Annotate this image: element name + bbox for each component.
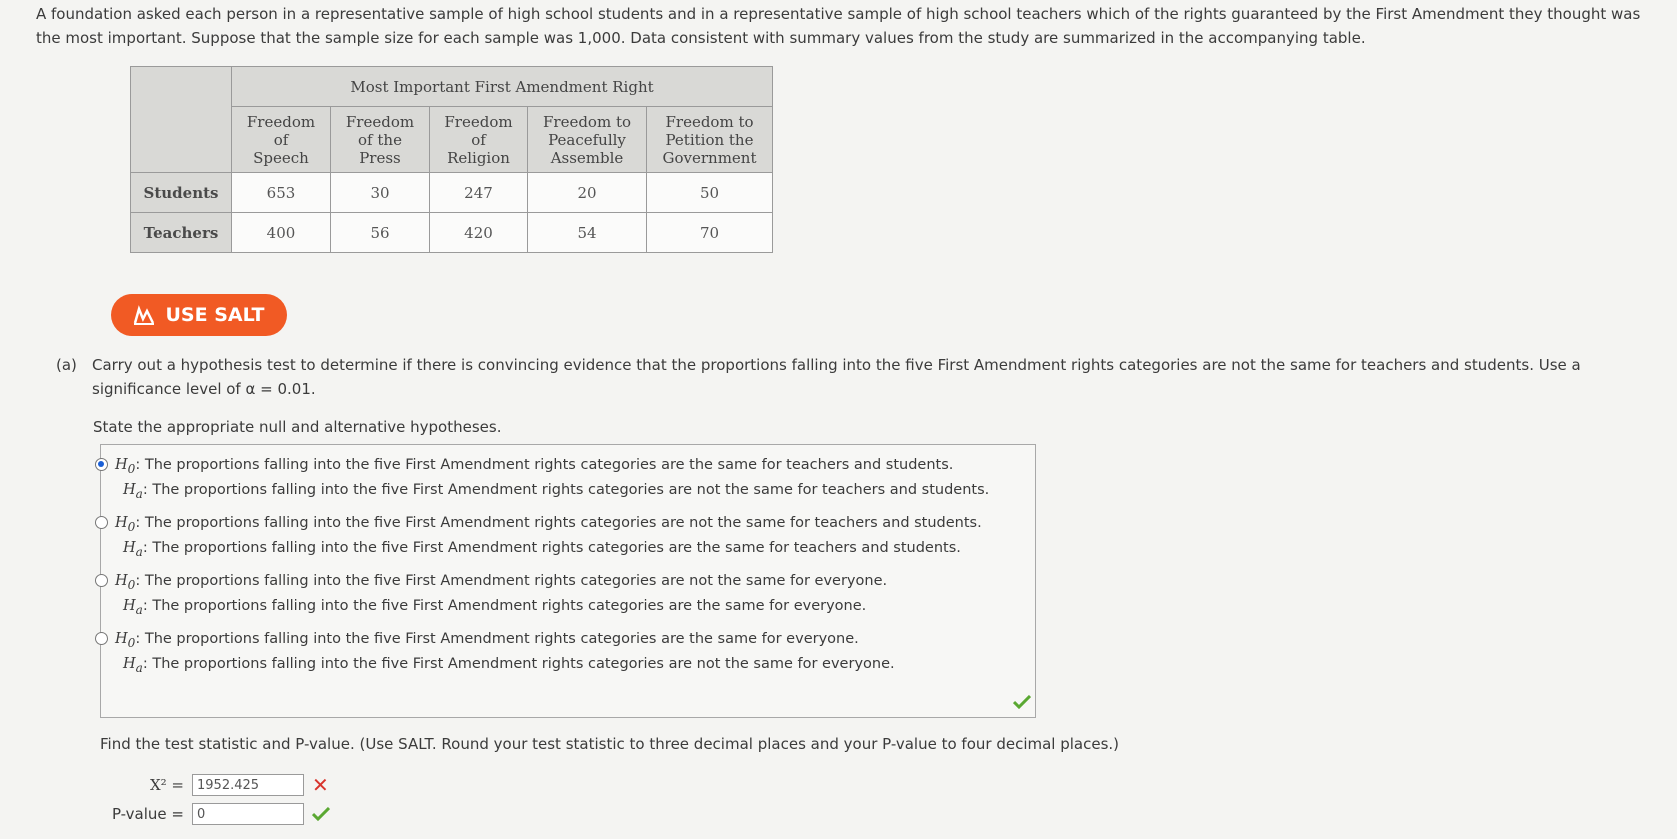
column-header [647,107,773,173]
table-cell: 400 [232,213,331,253]
table-cell: 247 [430,173,528,213]
salt-chart-icon [133,305,155,325]
null-hypothesis-text: : The proportions falling into the five First Amendment rights categories are not the same for teachers and students. [135,515,982,531]
correct-check-icon [312,807,330,821]
table-cell: 30 [331,173,430,213]
column-header-line: Religion [447,148,510,167]
chi-square-row [124,774,329,796]
column-header-line: Freedom [246,112,316,131]
alt-hypothesis-text: : The proportions falling into the five First Amendment rights categories are not the same for everyone. [142,656,895,672]
p-value-input[interactable] [192,803,304,825]
table-corner [131,67,232,173]
chi-square-label: X² = [149,776,184,794]
column-header-line: Freedom [444,112,513,131]
column-header-line: Assemble [550,148,624,167]
table-cell: 420 [430,213,528,253]
h0-symbol: $H_0$ [115,515,136,534]
chi-square-input[interactable] [192,774,304,796]
table-row [131,213,773,253]
column-header-line: Freedom [345,112,415,131]
alt-hypothesis-text: : The proportions falling into the five First Amendment rights categories are the same for everyone. [142,598,867,614]
h0-symbol: $H_0$ [115,457,136,476]
column-header [430,107,528,173]
column-header-line: Freedom to [665,112,754,131]
hypothesis-options [100,444,1036,718]
null-hypothesis-text: : The proportions falling into the five First Amendment rights categories are the same for teachers and students. [135,457,954,473]
use-salt-label: USE SALT [165,304,265,326]
correct-check-icon [1013,695,1031,709]
column-header [232,107,331,173]
radio-button[interactable] [95,632,108,645]
ha-symbol: $H_a$ [123,482,143,501]
table-cell: 653 [232,173,331,213]
table-title: Most Important First Amendment Right [232,67,773,107]
radio-button[interactable] [95,458,108,471]
h0-symbol: $H_0$ [115,631,136,650]
null-hypothesis-text: : The proportions falling into the five First Amendment rights categories are the same for everyone. [135,631,859,647]
table-cell: 70 [647,213,773,253]
column-header-line: Freedom to [542,112,631,131]
table-cell: 20 [528,173,647,213]
alt-hypothesis [123,594,866,623]
wrong-x-icon: ✕ [312,773,329,797]
column-header-line: of [273,130,289,149]
column-header-line: of the [358,130,402,149]
radio-button[interactable] [95,574,108,587]
table-cell: 50 [647,173,773,213]
alt-hypothesis-text: : The proportions falling into the five First Amendment rights categories are the same for teachers and students. [142,540,961,556]
part-a-label: (a) [56,356,77,374]
use-salt-button[interactable] [111,294,287,336]
radio-button[interactable] [95,516,108,529]
data-table [130,66,773,253]
ha-symbol: $H_a$ [123,540,143,559]
column-header-line: Peacefully [548,130,626,149]
column-header-line: Government [662,148,757,167]
column-header-line: of [471,130,486,149]
table-cell: 54 [528,213,647,253]
row-label: Students [131,173,232,213]
p-value-row [100,803,330,825]
ha-symbol: $H_a$ [123,656,143,675]
h0-symbol: $H_0$ [115,573,136,592]
column-header-line: Speech [253,148,309,167]
alt-hypothesis [123,652,895,681]
alt-hypothesis-text: : The proportions falling into the five First Amendment rights categories are not the same for teachers and students. [142,482,990,498]
alt-hypothesis [123,536,961,565]
ha-symbol: $H_a$ [123,598,143,617]
state-prompt: State the appropriate null and alternative hypotheses. [93,418,502,436]
alt-hypothesis [123,478,989,507]
column-header [331,107,430,173]
table-row [131,173,773,213]
null-hypothesis-text: : The proportions falling into the five First Amendment rights categories are not the same for everyone. [135,573,888,589]
row-label: Teachers [131,213,232,253]
column-header-line: Press [359,148,401,167]
p-value-label: P-value = [111,805,184,823]
find-prompt: Find the test statistic and P-value. (Use SALT. Round your test statistic to three decimal places and your P-value to four decimal places.) [100,735,1120,753]
part-a-text: Carry out a hypothesis test to determine if there is convincing evidence that the proportions falling into the five First Amendment rights categories are not the same for teachers and students. Use a significance level of α = 0.01. [92,356,1581,398]
table-cell: 56 [331,213,430,253]
column-header-line: Petition the [665,130,754,149]
column-header [528,107,647,173]
problem-intro: A foundation asked each person in a representative sample of high school students and in a representative sample of high school teachers which of the rights guaranteed by the First Amendment they thought was the most important. Suppose that the sample size for each sample was 1,000. Data consistent with summary values from the study are summarized in the accompanying table. [36,5,1641,47]
